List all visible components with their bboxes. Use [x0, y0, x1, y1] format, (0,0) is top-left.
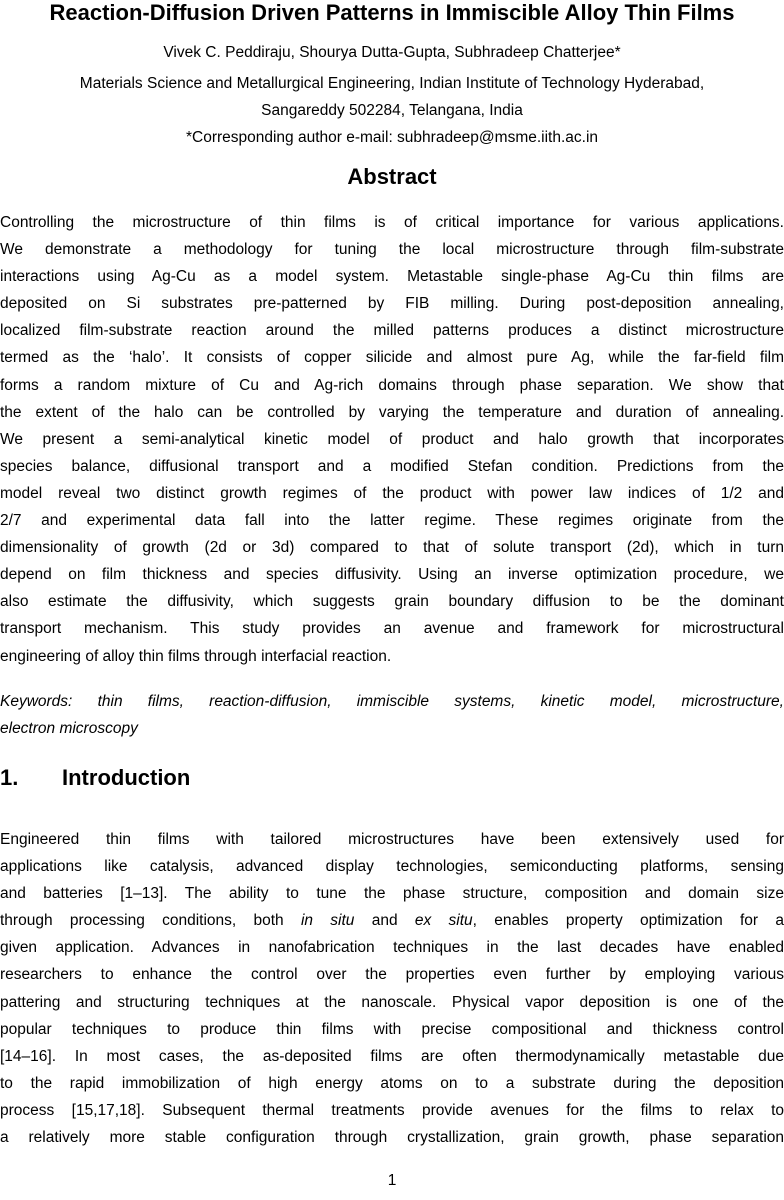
abstract-line: We present a semi-analytical kinetic model of product and halo growth that incorporates — [0, 430, 784, 448]
introduction-paragraph — [0, 826, 784, 1151]
intro-line: and batteries [1–13]. The ability to tune the phase structure, composition and domain size — [0, 885, 784, 903]
intro-text: and — [354, 912, 415, 930]
abstract-line: model reveal two distinct growth regimes of the product with power law indices of 1/2 and — [0, 484, 784, 502]
intro-line: applications like catalysis, advanced display technologies, semiconducting platforms, sensing — [0, 858, 784, 876]
intro-text: , enables property optimization for a — [472, 912, 784, 930]
abstract-line: We demonstrate a methodology for tuning the local microstructure through film-substrate — [0, 241, 784, 259]
intro-line: to the rapid immobilization of high energy atoms on to a substrate during the deposition — [0, 1074, 784, 1092]
corresponding-email: *Corresponding author e-mail: subhradeep@msme.iith.ac.in — [185, 129, 599, 146]
affiliation-line: Materials Science and Metallurgical Engineering, Indian Institute of Technology Hyderabad, — [79, 75, 705, 92]
section-number: 1. — [0, 765, 19, 790]
abstract-line: engineering of alloy thin films through interfacial reaction. — [0, 647, 392, 665]
abstract-line: species balance, diffusional transport and a modified Stefan condition. Predictions from the — [0, 457, 784, 475]
keywords-line: Keywords: thin films, reaction-diffusion, immiscible systems, kinetic model, microstructure, — [0, 693, 784, 710]
author-list: Vivek C. Peddiraju, Shourya Dutta-Gupta, Subhradeep Chatterjee* — [163, 44, 621, 61]
abstract-line: depend on film thickness and species diffusivity. Using an inverse optimization procedure, we — [0, 566, 784, 584]
abstract-line: Controlling the microstructure of thin films is of critical importance for various applications. — [0, 214, 784, 231]
keywords-paragraph — [0, 688, 784, 742]
intro-line: process [15,17,18]. Subsequent thermal treatments provide avenues for the films to relax to — [0, 1101, 784, 1119]
intro-line: [14–16]. In most cases, the as-deposited films are often thermodynamically metastable due — [0, 1047, 784, 1065]
abstract-line: localized film-substrate reaction around the milled patterns produces a distinct microstructure — [0, 322, 784, 340]
intro-line: a relatively more stable configuration through crystallization, grain growth, phase separation — [0, 1129, 784, 1147]
italic-term: in situ — [300, 912, 355, 930]
italic-term: ex situ — [414, 912, 473, 930]
intro-line: Engineered thin films with tailored microstructures have been extensively used for — [0, 831, 784, 848]
abstract-line: deposited on Si substrates pre-patterned by FIB milling. During post-deposition annealing, — [0, 295, 784, 313]
abstract-line: also estimate the diffusivity, which suggests grain boundary diffusion to be the dominant — [0, 593, 784, 611]
abstract-line: forms a random mixture of Cu and Ag-rich domains through phase separation. We show that — [0, 376, 784, 394]
abstract-line: the extent of the halo can be controlled by varying the temperature and duration of annealing. — [0, 403, 784, 421]
intro-text: through processing conditions, both — [0, 912, 301, 930]
abstract-heading: Abstract — [347, 164, 437, 189]
affiliation-block — [0, 70, 784, 151]
affiliation-line: Sangareddy 502284, Telangana, India — [261, 102, 523, 119]
intro-line: given application. Advances in nanofabrication techniques in the last decades have enabled — [0, 939, 784, 957]
paper-title: Reaction-Diffusion Driven Patterns in Immiscible Alloy Thin Films — [49, 0, 735, 25]
section-title: Introduction — [62, 765, 191, 790]
section-heading — [0, 763, 190, 793]
abstract-line: transport mechanism. This study provides an avenue and framework for microstructural — [0, 620, 784, 638]
intro-line: pattering and structuring techniques at the nanoscale. Physical vapor deposition is one of the — [0, 993, 784, 1011]
intro-line: researchers to enhance the control over the properties even further by employing various — [0, 966, 784, 984]
intro-line: popular techniques to produce thin films with precise compositional and thickness control — [0, 1020, 784, 1038]
abstract-line: interactions using Ag-Cu as a model system. Metastable single-phase Ag-Cu thin films are — [0, 268, 784, 286]
abstract-line: dimensionality of growth (2d or 3d) compared to that of solute transport (2d), which in turn — [0, 539, 784, 557]
intro-line — [0, 907, 784, 934]
abstract-line: termed as the ‘halo’. It consists of copper silicide and almost pure Ag, while the far-field film — [0, 349, 784, 367]
page-number: 1 — [387, 1172, 397, 1189]
abstract-paragraph — [0, 209, 784, 670]
keywords-line: electron microscopy — [0, 720, 138, 738]
abstract-line: 2/7 and experimental data fall into the latter regime. These regimes originate from the — [0, 512, 784, 530]
